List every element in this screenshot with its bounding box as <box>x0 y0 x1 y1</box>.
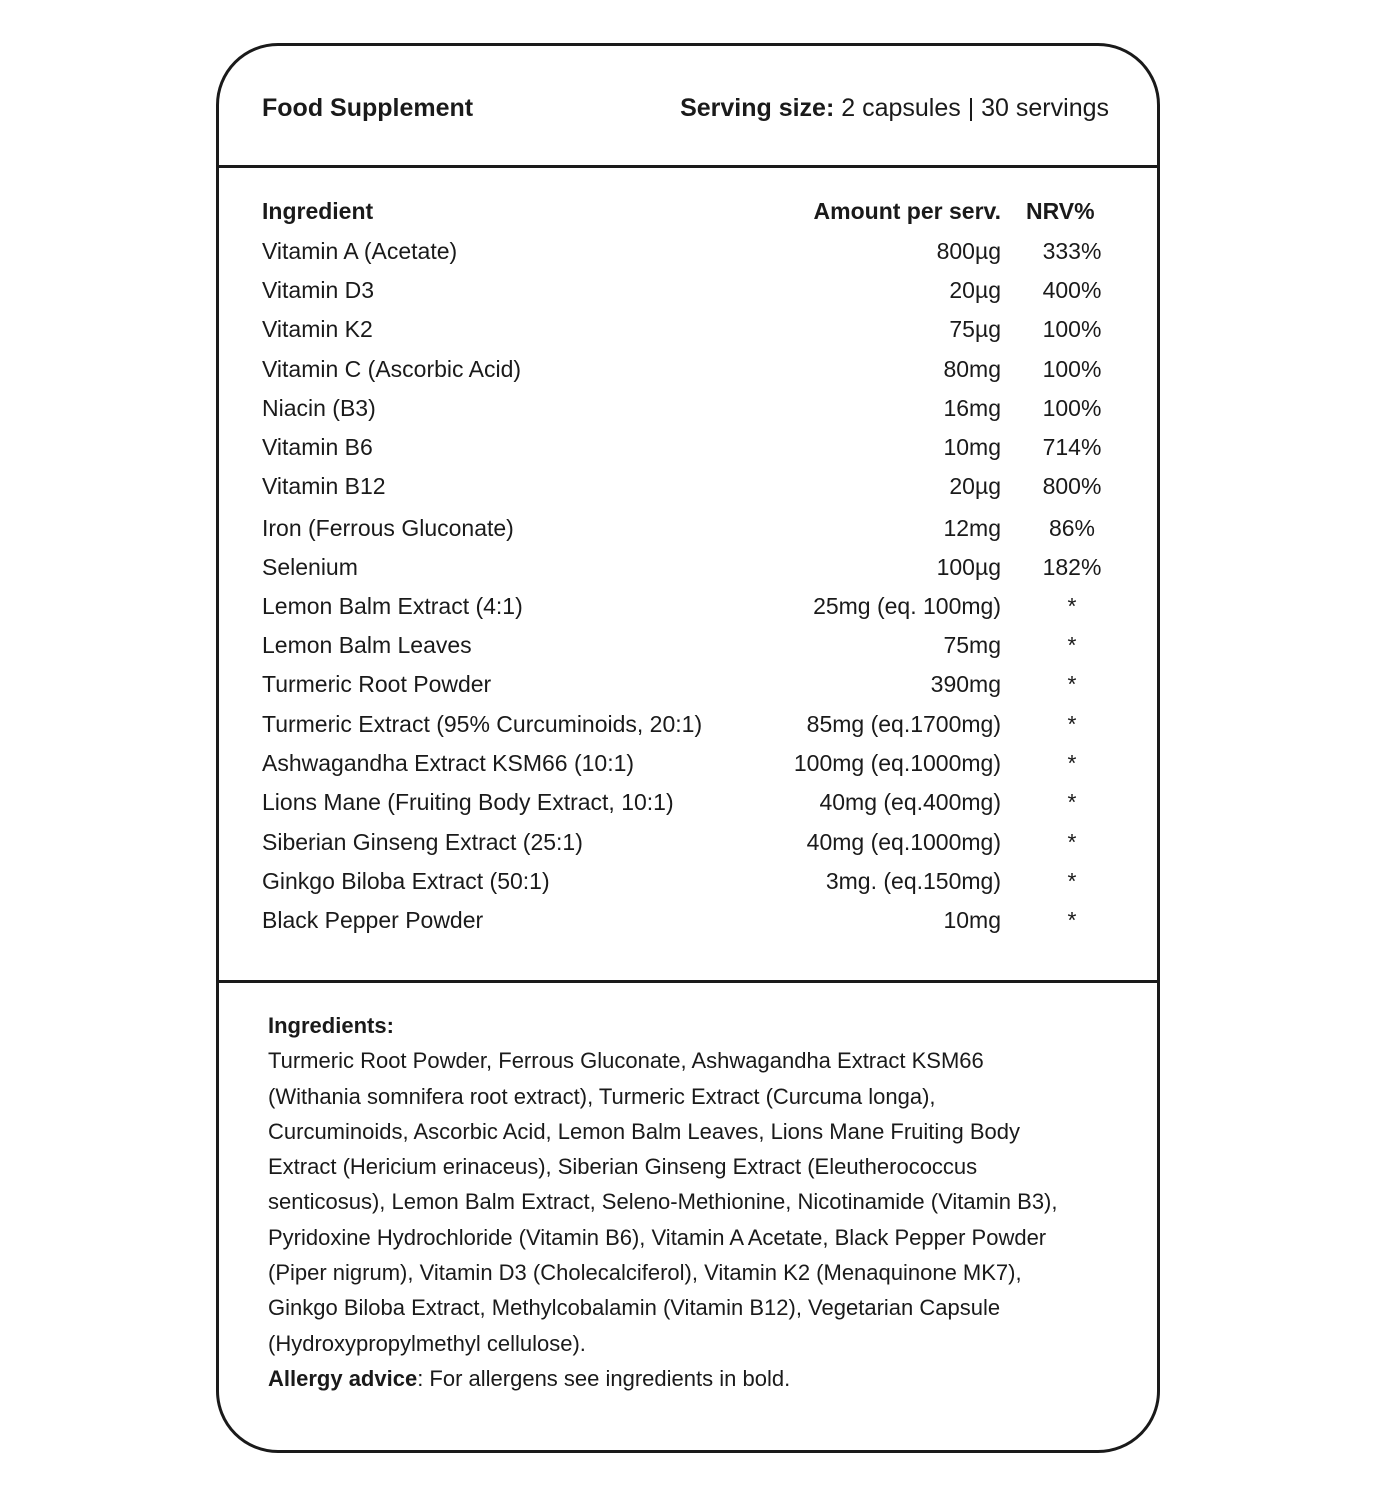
serving-size <box>680 94 1109 123</box>
nrv-percent: 86% <box>1048 515 1096 541</box>
nrv-percent: 400% <box>1042 277 1102 303</box>
amount-per-serving: 390mg <box>930 671 1001 697</box>
table-row <box>262 434 1112 466</box>
nrv-percent: * <box>1067 671 1077 697</box>
nrv-percent: 100% <box>1042 316 1102 342</box>
serving-size-label: Serving size: <box>680 94 835 122</box>
supplement-facts-label <box>216 43 1160 1453</box>
allergy-advice-label: Allergy advice <box>268 1365 418 1391</box>
amount-per-serving: 10mg <box>943 907 1001 933</box>
ingredients-line: Extract (Hericium erinaceus), Siberian Ginseng Extract (Eleutherococcus <box>268 1154 978 1180</box>
nrv-percent: * <box>1067 907 1077 933</box>
table-row <box>262 316 1112 348</box>
amount-per-serving: 85mg (eq.1700mg) <box>806 711 1001 737</box>
ingredient-name: Lions Mane (Fruiting Body Extract, 10:1) <box>262 789 674 815</box>
serving-size-value: 2 capsules | 30 servings <box>841 94 1109 122</box>
table-header-row <box>262 198 1112 230</box>
ingredient-name: Lemon Balm Leaves <box>262 632 472 658</box>
amount-per-serving: 12mg <box>943 515 1001 541</box>
nrv-percent: * <box>1067 750 1077 776</box>
amount-per-serving: 20µg <box>949 277 1001 303</box>
table-row <box>262 238 1112 270</box>
table-row <box>262 395 1112 427</box>
ingredient-name: Vitamin A (Acetate) <box>262 238 458 264</box>
table-row <box>262 829 1112 861</box>
ingredient-name: Siberian Ginseng Extract (25:1) <box>262 829 583 855</box>
ingredients-section <box>268 1008 1128 1396</box>
amount-per-serving: 20µg <box>949 473 1001 499</box>
ingredients-line: Ginkgo Biloba Extract, Methylcobalamin (Vitamin B12), Vegetarian Capsule <box>268 1295 1001 1321</box>
ingredient-name: Selenium <box>262 554 358 580</box>
ingredient-name: Lemon Balm Extract (4:1) <box>262 593 523 619</box>
nrv-percent: 100% <box>1042 395 1102 421</box>
table-row <box>262 671 1112 703</box>
nrv-percent: 182% <box>1042 554 1102 580</box>
amount-per-serving: 40mg (eq.400mg) <box>819 789 1001 815</box>
ingredients-line: (Piper nigrum), Vitamin D3 (Cholecalciferol), Vitamin K2 (Menaquinone MK7), <box>268 1260 1022 1286</box>
ingredient-name: Vitamin K2 <box>262 316 373 342</box>
ingredients-line: Pyridoxine Hydrochloride (Vitamin B6), Vitamin A Acetate, Black Pepper Powder <box>268 1224 1047 1250</box>
amount-per-serving: 25mg (eq. 100mg) <box>813 593 1001 619</box>
label-title: Food Supplement <box>262 94 474 122</box>
table-row <box>262 593 1112 625</box>
table-row <box>262 632 1112 664</box>
amount-per-serving: 75mg <box>943 632 1001 658</box>
table-row <box>262 789 1112 821</box>
ingredients-line: (Hydroxypropylmethyl cellulose). <box>268 1330 586 1356</box>
ingredients-line: senticosus), Lemon Balm Extract, Seleno-Methionine, Nicotinamide (Vitamin B3), <box>268 1189 1058 1215</box>
column-header-ingredient: Ingredient <box>262 198 374 224</box>
amount-per-serving: 75µg <box>949 316 1001 342</box>
amount-per-serving: 800µg <box>936 238 1001 264</box>
nrv-percent: * <box>1067 829 1077 855</box>
amount-per-serving: 3mg. (eq.150mg) <box>825 868 1001 894</box>
amount-per-serving: 100mg (eq.1000mg) <box>793 750 1001 776</box>
table-row <box>262 356 1112 388</box>
amount-per-serving: 10mg <box>943 434 1001 460</box>
table-row <box>262 277 1112 309</box>
column-header-nrv: NRV% <box>1026 198 1095 224</box>
column-header-amount: Amount per serv. <box>813 198 1001 224</box>
nrv-percent: 100% <box>1042 356 1102 382</box>
ingredients-text <box>268 1043 1128 1361</box>
ingredient-name: Turmeric Extract (95% Curcuminoids, 20:1) <box>262 711 703 737</box>
ingredient-name: Niacin (B3) <box>262 395 376 421</box>
amount-per-serving: 16mg <box>943 395 1001 421</box>
ingredient-name: Ashwagandha Extract KSM66 (10:1) <box>262 750 635 776</box>
amount-per-serving: 80mg <box>943 356 1001 382</box>
nrv-percent: * <box>1067 632 1077 658</box>
table-row <box>262 868 1112 900</box>
ingredients-line: Turmeric Root Powder, Ferrous Gluconate, Ashwagandha Extract KSM66 <box>268 1048 984 1074</box>
table-row <box>262 711 1112 743</box>
nrv-percent: * <box>1067 593 1077 619</box>
nrv-percent: * <box>1067 868 1077 894</box>
ingredient-name: Black Pepper Powder <box>262 907 484 933</box>
nrv-percent: 800% <box>1042 473 1102 499</box>
ingredients-heading: Ingredients: <box>268 1013 394 1038</box>
amount-per-serving: 100µg <box>936 554 1001 580</box>
allergy-advice <box>268 1361 1128 1396</box>
table-row <box>262 473 1112 505</box>
label-header <box>219 46 1157 168</box>
nrv-percent: 333% <box>1042 238 1102 264</box>
nrv-percent: 714% <box>1042 434 1102 460</box>
ingredient-name: Vitamin D3 <box>262 277 375 303</box>
table-row <box>262 907 1112 939</box>
ingredient-name: Ginkgo Biloba Extract (50:1) <box>262 868 550 894</box>
ingredient-name: Turmeric Root Powder <box>262 671 492 697</box>
ingredient-name: Iron (Ferrous Gluconate) <box>262 515 514 541</box>
amount-per-serving: 40mg (eq.1000mg) <box>806 829 1001 855</box>
ingredients-line: Curcuminoids, Ascorbic Acid, Lemon Balm Leaves, Lions Mane Fruiting Body <box>268 1118 1021 1144</box>
nutrition-table <box>219 168 1157 983</box>
ingredient-name: Vitamin C (Ascorbic Acid) <box>262 356 522 382</box>
table-row <box>262 750 1112 782</box>
ingredient-name: Vitamin B6 <box>262 434 373 460</box>
nrv-percent: * <box>1067 789 1077 815</box>
ingredient-name: Vitamin B12 <box>262 473 386 499</box>
ingredients-line: (Withania somnifera root extract), Turmeric Extract (Curcuma longa), <box>268 1083 936 1109</box>
allergy-advice-text: : For allergens see ingredients in bold. <box>417 1365 791 1391</box>
nrv-percent: * <box>1067 711 1077 737</box>
table-row <box>262 554 1112 586</box>
table-row <box>262 515 1112 547</box>
